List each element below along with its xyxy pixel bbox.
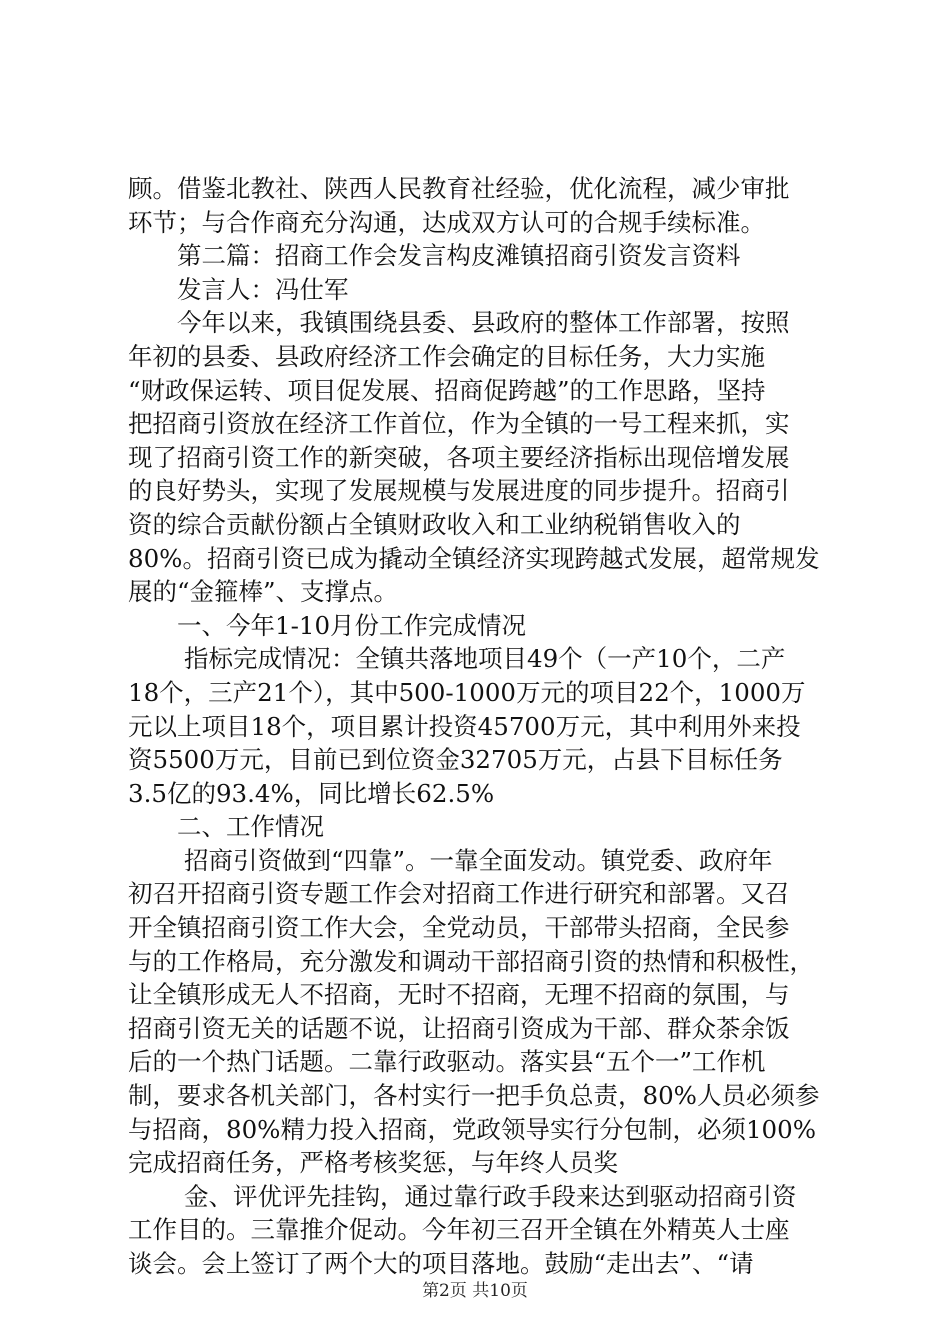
text-line: 3.5亿的93.4%，同比增长62.5% bbox=[128, 778, 495, 808]
text-line: 的良好势头，实现了发展规模与发展进度的同步提升。招商引 bbox=[128, 476, 790, 506]
page-footer: 第2页 共10页 bbox=[422, 1281, 528, 1301]
text-line: 元以上项目18个，项目累计投资45700万元，其中利用外来投 bbox=[128, 711, 801, 741]
text-line: 今年以来，我镇围绕县委、县政府的整体工作部署，按照 bbox=[177, 308, 790, 338]
text-line: 完成招商任务，严格考核奖惩，与年终人员奖 bbox=[128, 1148, 618, 1178]
text-line: 后的一个热门话题。二靠行政驱动。落实县“五个一”工作机 bbox=[128, 1047, 766, 1077]
text-line: 18个，三产21个），其中500-1000万元的项目22个，1000万 bbox=[128, 677, 806, 707]
text-line: 环节；与合作商充分沟通，达成双方认可的合规手续标准。 bbox=[128, 207, 765, 237]
text-line: 展的“金箍棒”、支撑点。 bbox=[128, 577, 399, 607]
text-line: 工作目的。三靠推介促动。今年初三召开全镇在外精英人士座 bbox=[128, 1215, 790, 1245]
text-line: 资的综合贡献份额占全镇财政收入和工业纳税销售收入的 bbox=[128, 509, 741, 539]
section-title: 第二篇：招商工作会发言构皮滩镇招商引资发言资料 bbox=[177, 241, 741, 271]
text-line: 资5500万元，目前已到位资金32705万元，占县下目标任务 bbox=[128, 745, 783, 775]
text-line: 开全镇招商引资工作大会，全党动员，干部带头招商，全民参 bbox=[128, 913, 790, 943]
text-line: 初召开招商引资专题工作会对招商工作进行研究和部署。又召 bbox=[128, 879, 790, 909]
text-line: 现了招商引资工作的新突破，各项主要经济指标出现倍增发展 bbox=[128, 442, 790, 472]
text-line: 年初的县委、县政府经济工作会确定的目标任务，大力实施 bbox=[128, 341, 765, 371]
speaker-line: 发言人：冯仕军 bbox=[177, 274, 349, 304]
text-line: 80%。招商引资已成为撬动全镇经济实现跨越式发展，超常规发 bbox=[128, 543, 820, 573]
text-line: “财政保运转、项目促发展、招商促跨越”的工作思路，坚持 bbox=[128, 375, 766, 405]
section-heading: 一、今年1-10月份工作完成情况 bbox=[177, 610, 527, 640]
document-body bbox=[128, 172, 828, 1281]
text-line: 与的工作格局，充分激发和调动干部招商引资的热情和积极性， bbox=[128, 946, 814, 976]
text-line: 指标完成情况：全镇共落地项目49个（一产10个，二产 bbox=[184, 644, 786, 674]
text-line: 金、评优评先挂钩，通过靠行政手段来达到驱动招商引资 bbox=[184, 1181, 797, 1211]
text-line: 让全镇形成无人不招商，无时不招商，无理不招商的氛围，与 bbox=[128, 980, 790, 1010]
text-line: 把招商引资放在经济工作首位，作为全镇的一号工程来抓，实 bbox=[128, 409, 790, 439]
text-line: 招商引资无关的话题不说，让招商引资成为干部、群众茶余饭 bbox=[128, 1013, 790, 1043]
section-heading: 二、工作情况 bbox=[177, 812, 324, 842]
text-line: 招商引资做到“四靠”。一靠全面发动。镇党委、政府年 bbox=[184, 845, 773, 875]
text-line: 谈会。会上签订了两个大的项目落地。鼓励“走出去”、“请 bbox=[128, 1249, 754, 1278]
text-line: 顾。借鉴北教社、陕西人民教育社经验，优化流程，减少审批 bbox=[128, 174, 790, 203]
text-line: 制，要求各机关部门，各村实行一把手负总责，80%人员必须参 bbox=[128, 1081, 820, 1111]
text-line: 与招商，80%精力投入招商，党政领导实行分包制，必须100% bbox=[128, 1114, 816, 1144]
